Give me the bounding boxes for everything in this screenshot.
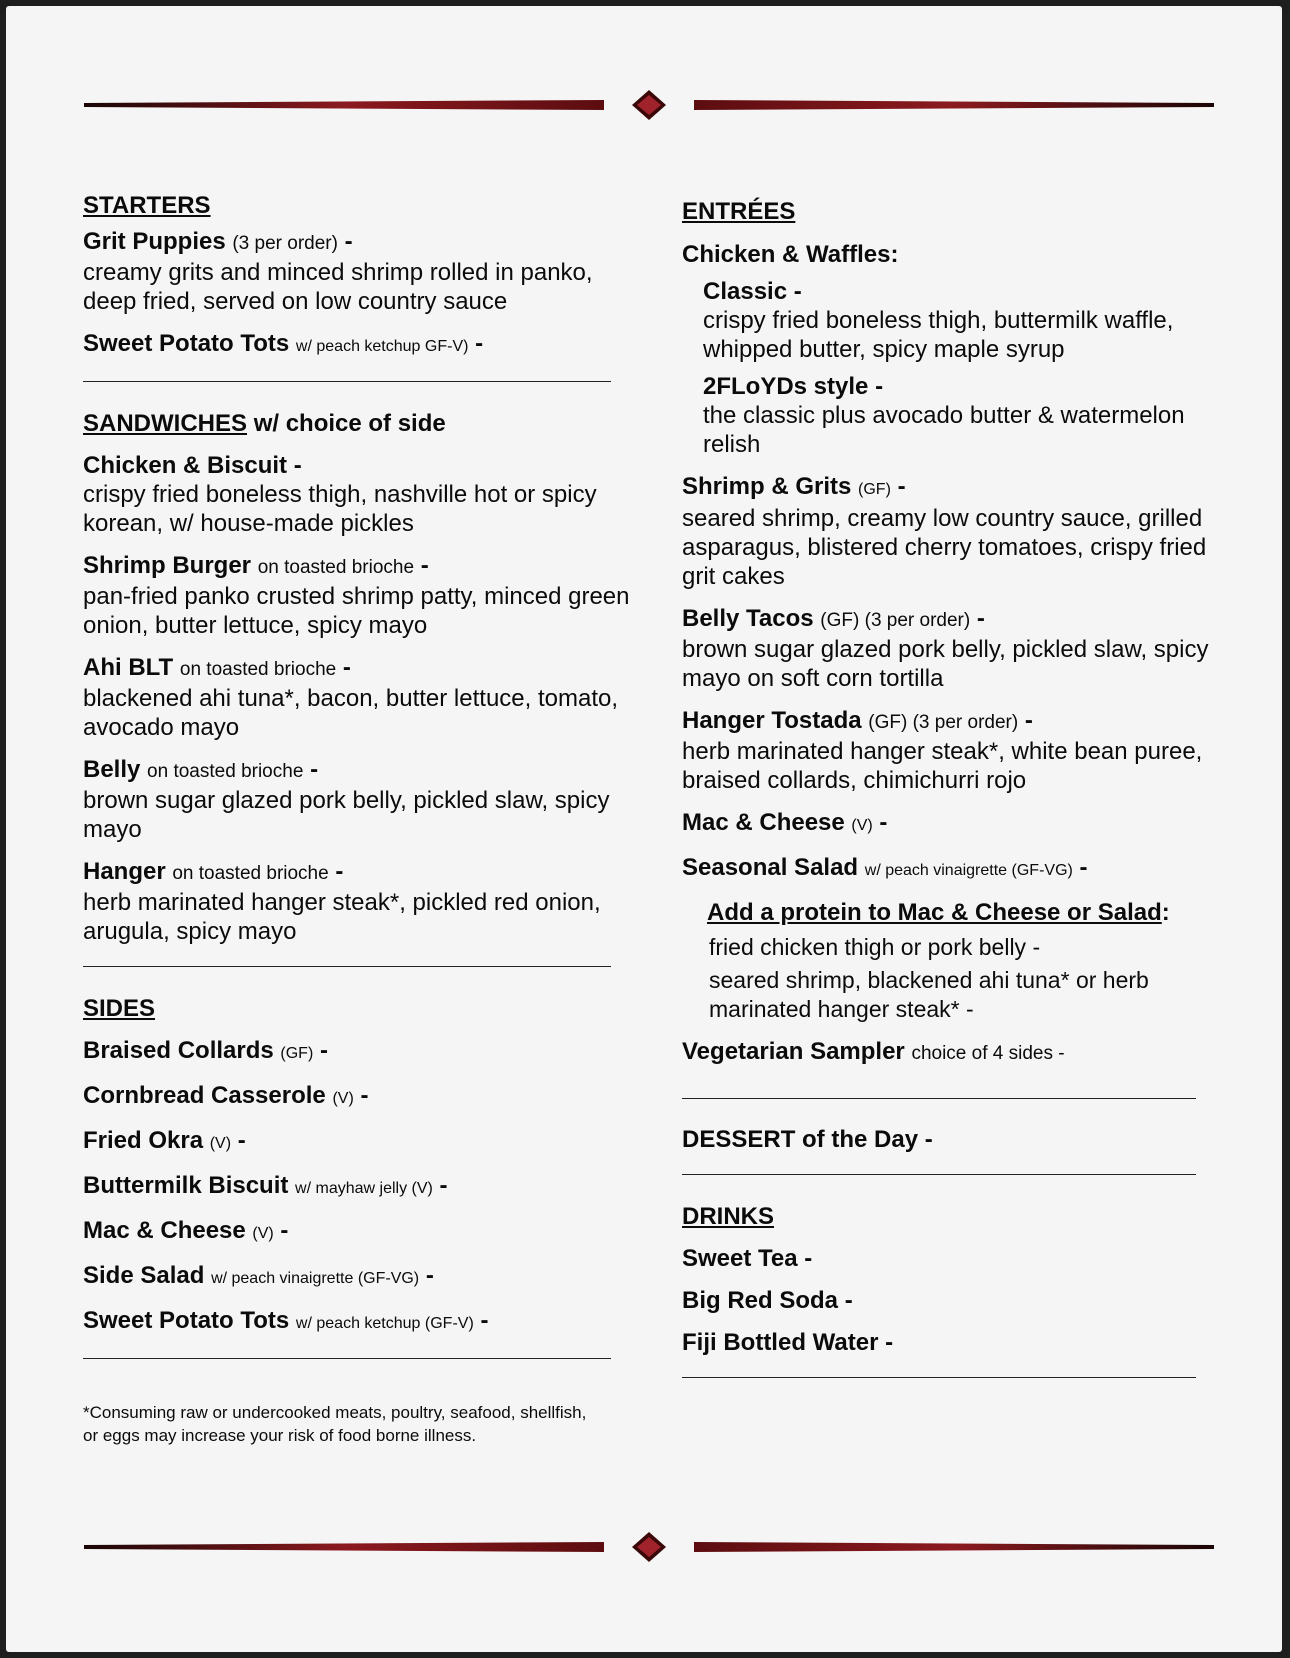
right-column [682,198,1242,1378]
menu-item: Classic - crispy fried boneless thigh, buttermilk waffle, whipped butter, spicy maple syrup [703,278,1174,363]
menu-item: Cornbread Casserole (V) - [83,1082,369,1109]
menu-item: Chicken & Biscuit - crispy fried boneless thigh, nashville hot or spicy korean, w/ house-made pickles [83,452,597,537]
menu-item: Side Salad w/ peach vinaigrette (GF-VG) - [83,1262,434,1289]
left-column [83,192,643,1447]
menu-item: Braised Collards (GF) - [83,1037,328,1064]
menu-item: Fiji Bottled Water - [682,1329,894,1356]
dessert-item: DESSERT of the Day - [682,1126,933,1153]
bottom-ornament-divider [84,1532,1214,1562]
menu-item: Buttermilk Biscuit w/ mayhaw jelly (V) - [83,1172,448,1199]
add-protein-heading: Add a protein to Mac & Cheese or Salad: [707,899,1170,926]
section-rule [83,381,611,382]
section-rule [682,1174,1196,1175]
sandwiches-heading: SANDWICHES w/ choice of side [83,410,446,437]
protein-option: seared shrimp, blackened ahi tuna* or herb marinated hanger steak* - [709,967,1149,1022]
section-rule [83,966,611,967]
waffles-heading: Chicken & Waffles: [682,241,899,268]
menu-page [6,6,1282,1652]
menu-item: Ahi BLT on toasted brioche - blackened ahi tuna*, bacon, butter lettuce, tomato, avocado mayo [83,654,619,741]
menu-item: Sweet Potato Tots w/ peach ketchup (GF-V) - [83,1307,489,1334]
menu-item: Grit Puppies (3 per order) - creamy grits and minced shrimp rolled in panko, deep fried, served on low country sauce [83,228,593,315]
drinks-heading: DRINKS [682,1203,775,1230]
menu-item: Vegetarian Sampler choice of 4 sides - [682,1038,1065,1065]
menu-item: Belly on toasted brioche - brown sugar glazed pork belly, pickled slaw, spicy mayo [83,756,610,843]
protein-option: fried chicken thigh or pork belly - [709,934,1041,960]
section-rule [83,1358,611,1359]
starters-heading: STARTERS [83,192,211,219]
menu-item: Sweet Potato Tots w/ peach ketchup GF-V) - [83,330,484,357]
menu-item: Mac & Cheese (V) - [682,809,888,836]
top-ornament-divider [84,90,1214,120]
menu-item: Hanger Tostada (GF) (3 per order) - herb marinated hanger steak*, white bean puree, braised collards, chimichurri rojo [682,707,1203,794]
menu-item: Mac & Cheese (V) - [83,1217,289,1244]
menu-item: Sweet Tea - [682,1245,813,1272]
menu-item: Shrimp Burger on toasted brioche - pan-fried panko crusted shrimp patty, minced green onion, butter lettuce, spicy mayo [83,552,630,639]
section-rule [682,1377,1196,1378]
menu-item: Seasonal Salad w/ peach vinaigrette (GF-VG) - [682,854,1088,881]
menu-item: Shrimp & Grits (GF) - seared shrimp, creamy low country sauce, grilled asparagus, blistered cherry tomatoes, crispy fried grit cakes [682,473,1207,590]
menu-item: Fried Okra (V) - [83,1127,246,1154]
sides-heading: SIDES [83,995,156,1022]
food-safety-footnote: *Consuming raw or undercooked meats, poultry, seafood, shellfish, or eggs may increase your risk of food borne illness. [83,1403,587,1445]
menu-item: Belly Tacos (GF) (3 per order) - brown sugar glazed pork belly, pickled slaw, spicy mayo on soft corn tortilla [682,605,1209,692]
entrees-heading: ENTRÉES [682,198,796,225]
menu-item: Hanger on toasted brioche - herb marinated hanger steak*, pickled red onion, arugula, spicy mayo [83,858,601,945]
menu-item: Big Red Soda - [682,1287,853,1314]
menu-item: 2FLoYDs style - the classic plus avocado butter & watermelon relish [703,373,1185,458]
section-rule [682,1098,1196,1099]
